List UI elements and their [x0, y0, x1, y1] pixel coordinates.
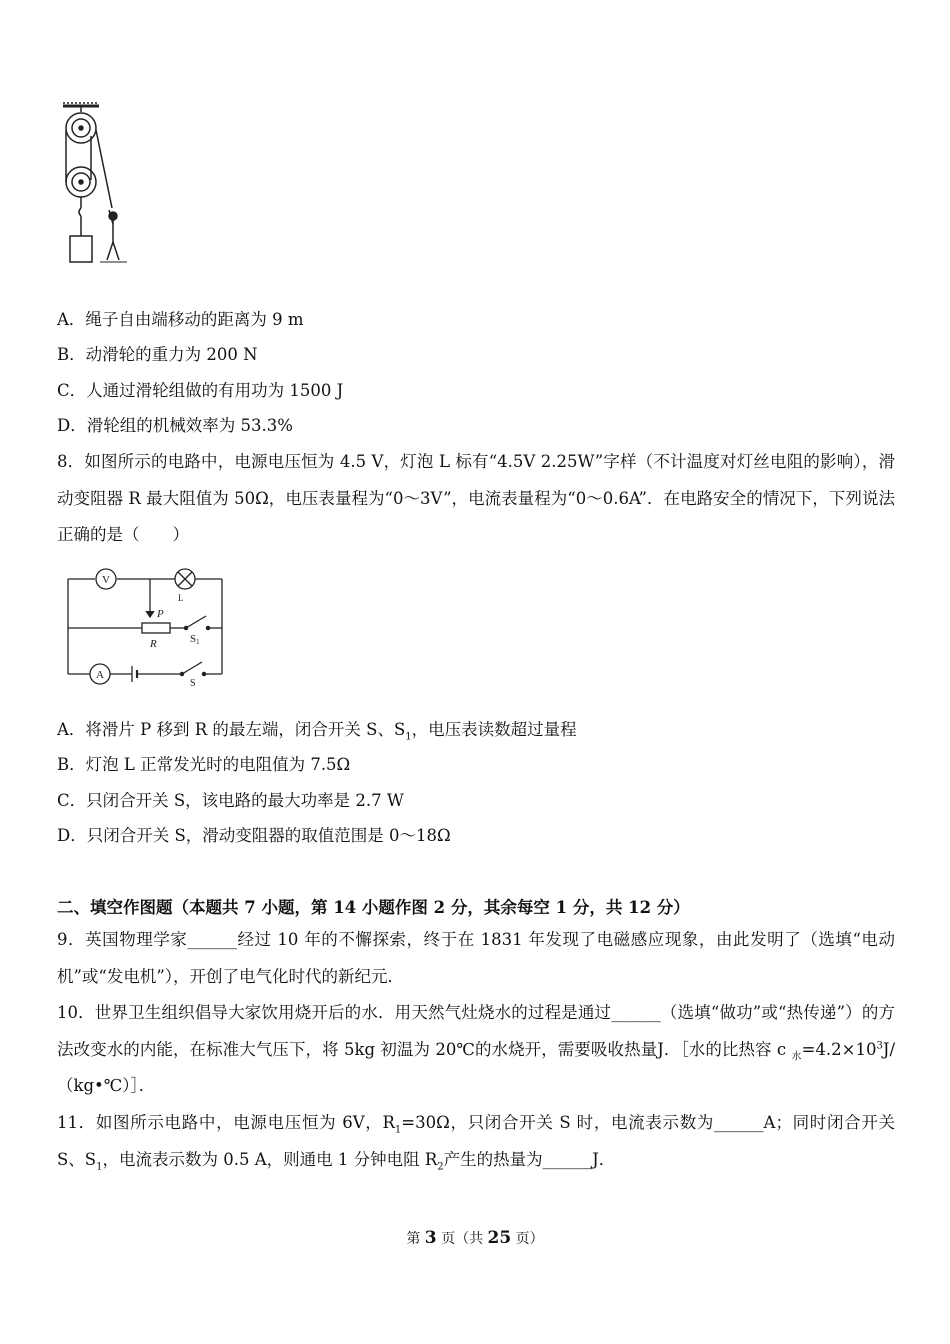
q9-text: 9．英国物理学家______经过 10 年的不懈探索，终于在 1831 年发现了电磁感应现象，由此发明了（选填“电动机”或“发电机”），开创了电气化时代的新纪元． [57, 930, 895, 986]
page-number: 3 [424, 1228, 437, 1248]
q8-stem: 8．如图所示的电路中，电源电压恒为 4.5 V，灯泡 L 标有“4.5V 2.25W”字样（不计温度对灯丝电阻的影响），滑动变阻器 R 最大阻值为 50Ω，电压表量程为“0～3V”，电流表量程为“0～0.6A”．在电路安全的情况下，下列说法正确的是（ ） [57, 452, 895, 544]
q7-option-a: A．绳子自由端移动的距离为 9 m [57, 310, 304, 329]
page-footer: 第 3 页（共 25 页） [406, 1228, 544, 1248]
q8-option-a: A．将滑片 P 移到 R 的最左端，闭合开关 S、$S_1$，电压表读数超过量程 [57, 720, 577, 743]
pulley-diagram [55, 100, 135, 275]
slider-arrow [146, 611, 154, 617]
q10-text: 10．世界卫生组织倡导大家饮用烧开后的水．用天然气灶烧水的过程是通过______（选填“做功”或“热传递”）的方法改变水的内能，在标准大气压下，将 5kg 初温为 20℃的水烧开，需要吸收热量J．［水的比热容 c $_水=4.2\times 10^3J/(kg•℃)]$． [57, 1003, 896, 1095]
resistor-icon [142, 623, 170, 633]
ammeter-label: A [96, 669, 104, 681]
slider-label: P [157, 608, 164, 620]
switch-label: S [190, 678, 196, 688]
rope-right [96, 130, 112, 208]
section-heading: 二、填空作图题（本题共 7 小题，第 14 小题作图 2 分，其余每空 1 分，共 12 分） [57, 898, 690, 917]
q8-option-b: B．灯泡 L 正常发光时的电阻值为 7.5Ω [57, 755, 351, 774]
q7-option-c: C．人通过滑轮组做的有用功为 1500 J [57, 381, 344, 400]
resistor-label: R [150, 638, 157, 650]
switch1-blade [186, 616, 206, 628]
person-leg-right [113, 242, 119, 260]
switch-blade [182, 662, 202, 674]
person-leg-left [107, 242, 113, 260]
lamp-label: L [178, 593, 184, 603]
q11-text: 11．如图所示电路中，电源电压恒为 6V，$R_1=30\Omega$，只闭合开关 S 时，电流表示数为______A；同时闭合开关 S、$S_1$，电流表示数为 0.5 A，则通电 1 分钟电阻 $R_2$产生的热量为______J． [57, 1113, 896, 1172]
q7-option-d: D．滑轮组的机械效率为 53.3% [57, 416, 293, 435]
page-total: 25 [487, 1228, 512, 1248]
upper-pulley-axle [79, 126, 83, 130]
lower-pulley-axle [79, 180, 83, 184]
circuit-diagram [62, 563, 232, 688]
q8-option-d: D．只闭合开关 S，滑动变阻器的取值范围是 0～18Ω [57, 826, 451, 845]
q7-option-b: B．动滑轮的重力为 200 N [57, 345, 258, 364]
q8-option-c: C．只闭合开关 S，该电路的最大功率是 2.7 W [57, 791, 404, 810]
switch1-label: S1 [190, 633, 200, 646]
voltmeter-label: V [102, 574, 110, 586]
weight-box [70, 236, 92, 262]
hook-curve [79, 208, 81, 216]
